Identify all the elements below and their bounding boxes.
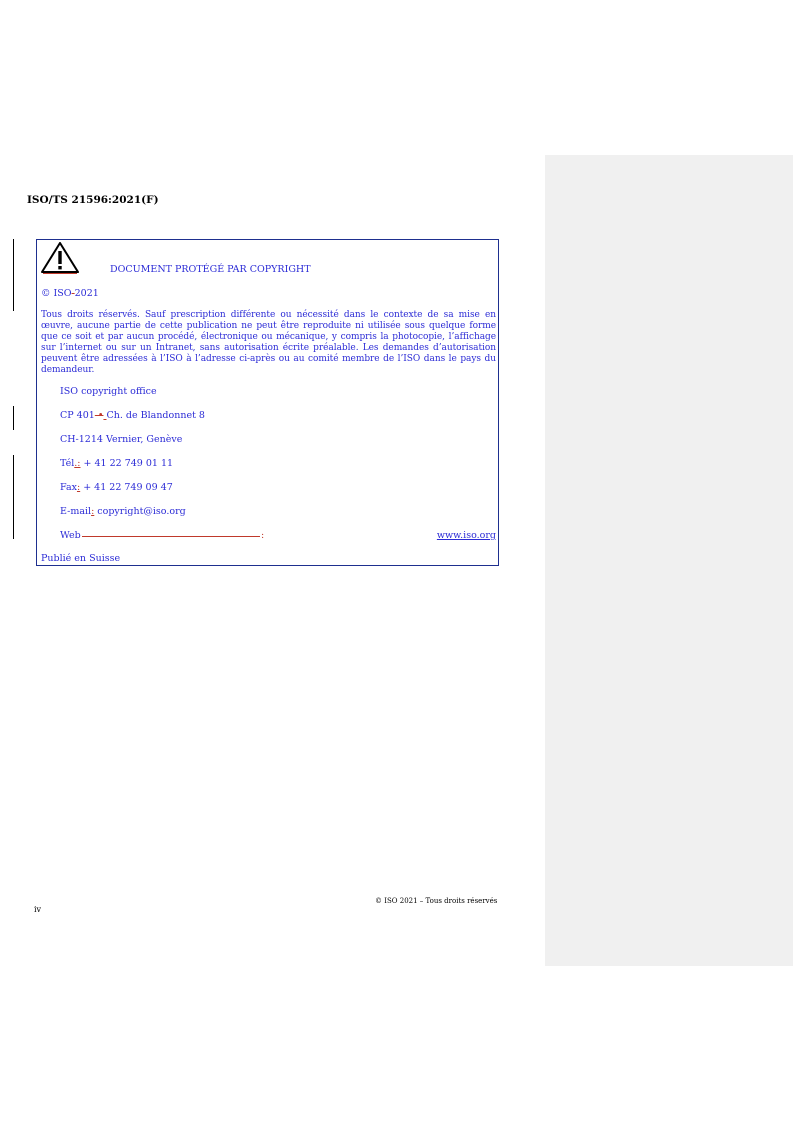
web-line bbox=[60, 530, 496, 544]
warning-triangle-icon bbox=[41, 242, 79, 274]
copyright-notice-box bbox=[36, 239, 499, 566]
rights-paragraph: Tous droits réservés. Sauf prescription différente ou nécessité dans le contexte de sa mise en œuvre, aucune partie de cette publication ne peut être reproduite ni utilisée sous quelque forme que ce soit et par aucun procédé, électronique ou mécanique, y compris la photocopie, l’affichage sur l’internet ou sur un Intranet, sans autorisation écrite préalable. Les demandes d’autorisation peuvent être adressées à l’ISO à l’adresse ci-après ou au comité membre de l’ISO dans le pays du demandeur. bbox=[41, 310, 496, 375]
deleted-text: • bbox=[94, 410, 104, 421]
document-identifier: ISO/TS 21596:2021(F) bbox=[27, 194, 159, 206]
inserted-text: : bbox=[261, 530, 265, 541]
copyright-line bbox=[41, 288, 99, 299]
copyright-owner: © ISO bbox=[41, 288, 72, 299]
email-label: E-mail bbox=[60, 506, 92, 517]
telephone-line bbox=[60, 458, 173, 469]
tel-label: Tél bbox=[60, 458, 75, 469]
web-label: Web bbox=[60, 530, 81, 541]
inserted-text: : bbox=[76, 482, 81, 493]
revision-change-bar bbox=[13, 239, 14, 311]
postal-address bbox=[60, 410, 205, 421]
fax-line bbox=[60, 482, 173, 493]
comment-pane bbox=[545, 155, 793, 966]
postal-box: CP 401 bbox=[60, 410, 95, 421]
inserted-text: .: bbox=[74, 458, 81, 469]
tab-leader-rule bbox=[82, 536, 260, 537]
revision-change-bar bbox=[13, 406, 14, 430]
fax-label: Fax bbox=[60, 482, 77, 493]
fax-value: + 41 22 749 09 47 bbox=[80, 482, 173, 493]
revision-change-bar bbox=[13, 455, 14, 539]
city-line: CH-1214 Vernier, Genève bbox=[60, 434, 183, 445]
copyright-year: 2021 bbox=[74, 288, 99, 299]
street: Ch. de Blandonnet 8 bbox=[106, 410, 205, 421]
website-link[interactable]: www.iso.org bbox=[436, 530, 496, 541]
footer-copyright: © ISO 2021 – Tous droits réservés bbox=[375, 897, 498, 905]
tel-value: + 41 22 749 01 11 bbox=[80, 458, 174, 469]
inserted-text: : bbox=[91, 506, 95, 517]
page-number: iv bbox=[34, 905, 42, 914]
office-name: ISO copyright office bbox=[60, 386, 157, 397]
published-line: Publié en Suisse bbox=[41, 553, 121, 564]
email-line bbox=[60, 506, 186, 517]
email-value: copyright@iso.org bbox=[94, 506, 186, 517]
copyright-heading: DOCUMENT PROTÉGÉ PAR COPYRIGHT bbox=[110, 264, 311, 275]
